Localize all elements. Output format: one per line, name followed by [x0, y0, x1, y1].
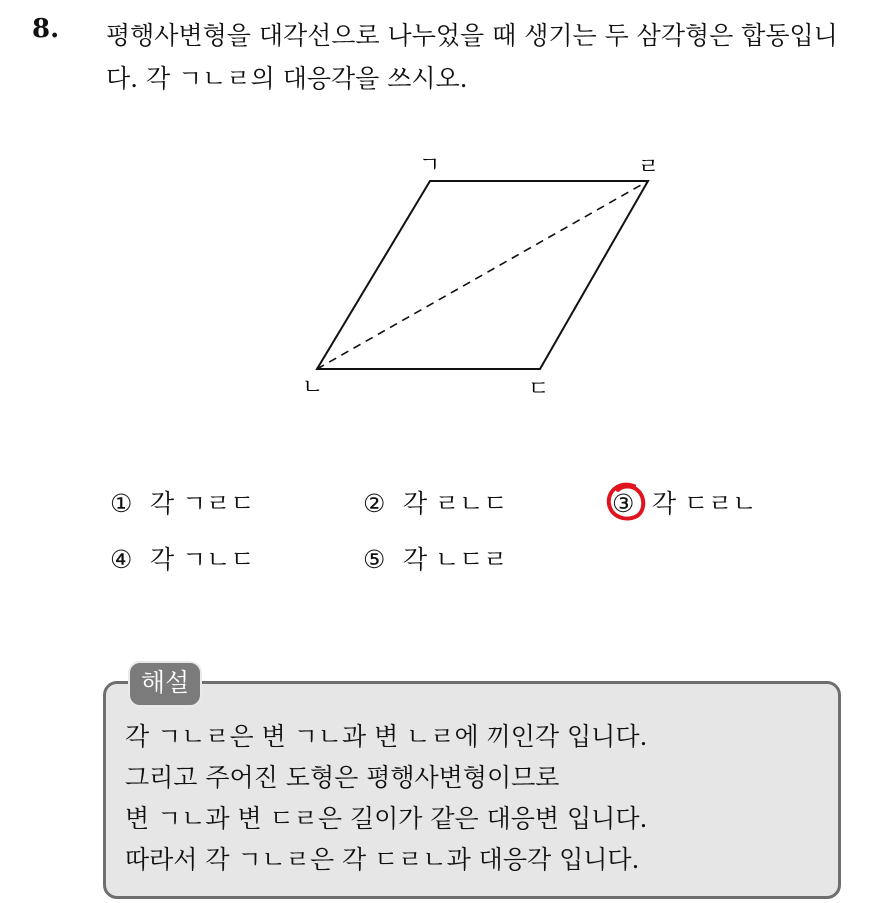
choice-text: 각 ㄴㄷㄹ [403, 545, 508, 574]
explanation-line-4: 따라서 각 ㄱㄴㄹ은 각 ㄷㄹㄴ과 대응각 입니다. [125, 845, 640, 874]
choice-text: 각 ㄷㄹㄴ [652, 489, 757, 518]
vertex-label-bottom-right: ㄷ [528, 377, 550, 402]
choice-number: ① [110, 489, 133, 518]
choice-2[interactable] [363, 489, 508, 519]
choice-1[interactable] [110, 489, 255, 519]
question-line-2: 다. 각 ㄱㄴㄹ의 대응각을 쓰시오. [106, 64, 468, 93]
choice-5[interactable] [363, 545, 508, 575]
choice-number: ③ [612, 489, 635, 518]
choice-text: 각 ㄹㄴㄷ [403, 489, 508, 518]
vertex-label-top-right: ㄹ [638, 155, 660, 180]
question-line-1: 평행사변형을 대각선으로 나누었을 때 생기는 두 삼각형은 합동입니 [106, 21, 838, 50]
explanation-line-3: 변 ㄱㄴ과 변 ㄷㄹ은 길이가 같은 대응변 입니다. [125, 804, 648, 833]
vertex-label-bottom-left: ㄴ [302, 375, 324, 400]
choice-text: 각 ㄱㄹㄷ [150, 489, 255, 518]
explanation-line-1: 각 ㄱㄴㄹ은 변 ㄱㄴ과 변 ㄴㄹ에 끼인각 입니다. [125, 722, 648, 751]
answer-circle-mark [604, 480, 648, 524]
vertex-label-top-left: ㄱ [419, 153, 441, 178]
choice-text: 각 ㄱㄴㄷ [150, 545, 255, 574]
diagonal-dashed [317, 181, 648, 369]
choice-number: ⑤ [363, 545, 386, 574]
question-number: 8. [32, 14, 60, 44]
choice-number: ② [363, 489, 386, 518]
choice-4[interactable] [110, 545, 255, 575]
choice-number: ④ [110, 545, 133, 574]
explanation-line-2: 그리고 주어진 도형은 평행사변형이므로 [125, 763, 560, 792]
explanation-tab: 해설 [128, 661, 202, 707]
explanation-text [125, 716, 647, 880]
